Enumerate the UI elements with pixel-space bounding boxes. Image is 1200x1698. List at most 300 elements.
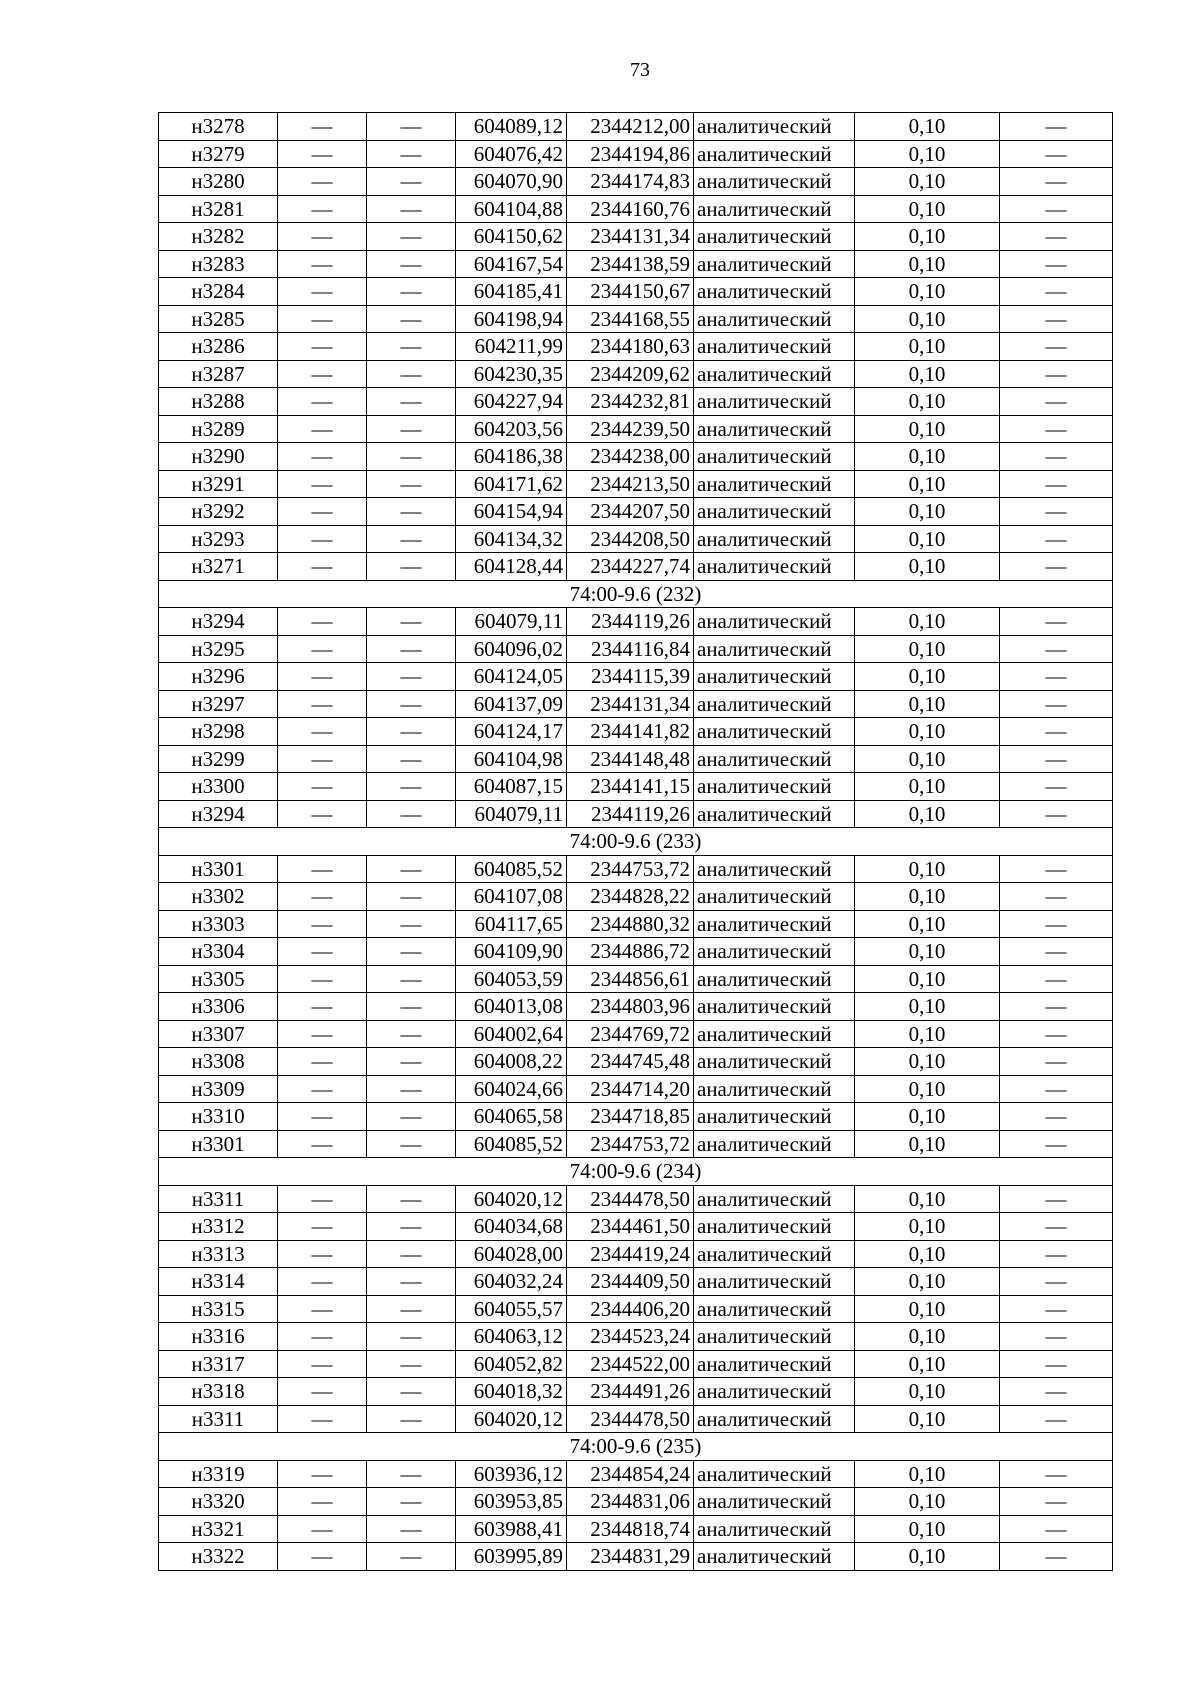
point-cell: н3317 xyxy=(159,1350,278,1378)
y-coordinate-cell: 2344831,29 xyxy=(567,1543,694,1571)
dash-cell: — xyxy=(367,1323,456,1351)
y-coordinate-cell: 2344478,50 xyxy=(567,1185,694,1213)
dash-cell: — xyxy=(367,1378,456,1406)
x-coordinate-cell: 604085,52 xyxy=(456,855,567,883)
method-cell: аналитический xyxy=(694,168,855,196)
point-cell: н3278 xyxy=(159,113,278,141)
point-cell: н3309 xyxy=(159,1075,278,1103)
method-cell: аналитический xyxy=(694,965,855,993)
page-number: 73 xyxy=(630,59,650,81)
section-title: 74:00-9.6 (234) xyxy=(159,1158,1113,1186)
dash-cell: — xyxy=(278,993,367,1021)
accuracy-cell: 0,10 xyxy=(855,1323,1000,1351)
point-cell: н3319 xyxy=(159,1460,278,1488)
accuracy-cell: 0,10 xyxy=(855,388,1000,416)
dash-cell: — xyxy=(278,1515,367,1543)
accuracy-cell: 0,10 xyxy=(855,278,1000,306)
table-row xyxy=(159,140,1113,168)
x-coordinate-cell: 604052,82 xyxy=(456,1350,567,1378)
x-coordinate-cell: 603936,12 xyxy=(456,1460,567,1488)
table-row xyxy=(159,278,1113,306)
dash-cell: — xyxy=(367,443,456,471)
table-row xyxy=(159,690,1113,718)
dash-cell: — xyxy=(278,1240,367,1268)
table-row xyxy=(159,635,1113,663)
dash-cell: — xyxy=(367,993,456,1021)
y-coordinate-cell: 2344238,00 xyxy=(567,443,694,471)
point-cell: н3294 xyxy=(159,800,278,828)
y-coordinate-cell: 2344131,34 xyxy=(567,690,694,718)
point-cell: н3300 xyxy=(159,773,278,801)
x-coordinate-cell: 604018,32 xyxy=(456,1378,567,1406)
method-cell: аналитический xyxy=(694,1543,855,1571)
x-coordinate-cell: 604107,08 xyxy=(456,883,567,911)
table-row xyxy=(159,855,1113,883)
dash-cell: — xyxy=(278,883,367,911)
method-cell: аналитический xyxy=(694,883,855,911)
table-row xyxy=(159,168,1113,196)
accuracy-cell: 0,10 xyxy=(855,1240,1000,1268)
method-cell: аналитический xyxy=(694,1020,855,1048)
dash-cell: — xyxy=(1000,553,1113,581)
dash-cell: — xyxy=(1000,278,1113,306)
dash-cell: — xyxy=(278,498,367,526)
point-cell: н3315 xyxy=(159,1295,278,1323)
dash-cell: — xyxy=(278,195,367,223)
accuracy-cell: 0,10 xyxy=(855,1268,1000,1296)
accuracy-cell: 0,10 xyxy=(855,1213,1000,1241)
dash-cell: — xyxy=(367,278,456,306)
dash-cell: — xyxy=(367,855,456,883)
dash-cell: — xyxy=(278,443,367,471)
dash-cell: — xyxy=(1000,1268,1113,1296)
point-cell: н3310 xyxy=(159,1103,278,1131)
accuracy-cell: 0,10 xyxy=(855,718,1000,746)
accuracy-cell: 0,10 xyxy=(855,1378,1000,1406)
accuracy-cell: 0,10 xyxy=(855,1075,1000,1103)
dash-cell: — xyxy=(367,1405,456,1433)
dash-cell: — xyxy=(1000,305,1113,333)
x-coordinate-cell: 604203,56 xyxy=(456,415,567,443)
y-coordinate-cell: 2344461,50 xyxy=(567,1213,694,1241)
x-coordinate-cell: 603988,41 xyxy=(456,1515,567,1543)
method-cell: аналитический xyxy=(694,690,855,718)
point-cell: н3320 xyxy=(159,1488,278,1516)
x-coordinate-cell: 604124,17 xyxy=(456,718,567,746)
table-row xyxy=(159,965,1113,993)
method-cell: аналитический xyxy=(694,1103,855,1131)
y-coordinate-cell: 2344138,59 xyxy=(567,250,694,278)
x-coordinate-cell: 604104,98 xyxy=(456,745,567,773)
method-cell: аналитический xyxy=(694,195,855,223)
dash-cell: — xyxy=(1000,690,1113,718)
accuracy-cell: 0,10 xyxy=(855,993,1000,1021)
table-row xyxy=(159,333,1113,361)
method-cell: аналитический xyxy=(694,993,855,1021)
dash-cell: — xyxy=(367,1130,456,1158)
y-coordinate-cell: 2344491,26 xyxy=(567,1378,694,1406)
dash-cell: — xyxy=(367,1048,456,1076)
x-coordinate-cell: 604109,90 xyxy=(456,938,567,966)
dash-cell: — xyxy=(1000,470,1113,498)
point-cell: н3286 xyxy=(159,333,278,361)
accuracy-cell: 0,10 xyxy=(855,1460,1000,1488)
point-cell: н3321 xyxy=(159,1515,278,1543)
point-cell: н3314 xyxy=(159,1268,278,1296)
dash-cell: — xyxy=(1000,1185,1113,1213)
dash-cell: — xyxy=(367,553,456,581)
point-cell: н3285 xyxy=(159,305,278,333)
table-row xyxy=(159,195,1113,223)
accuracy-cell: 0,10 xyxy=(855,525,1000,553)
method-cell: аналитический xyxy=(694,140,855,168)
y-coordinate-cell: 2344207,50 xyxy=(567,498,694,526)
x-coordinate-cell: 604185,41 xyxy=(456,278,567,306)
y-coordinate-cell: 2344886,72 xyxy=(567,938,694,966)
method-cell: аналитический xyxy=(694,525,855,553)
method-cell: аналитический xyxy=(694,1323,855,1351)
x-coordinate-cell: 604150,62 xyxy=(456,223,567,251)
point-cell: н3311 xyxy=(159,1405,278,1433)
table-row xyxy=(159,718,1113,746)
x-coordinate-cell: 604089,12 xyxy=(456,113,567,141)
dash-cell: — xyxy=(367,1460,456,1488)
point-cell: н3318 xyxy=(159,1378,278,1406)
y-coordinate-cell: 2344828,22 xyxy=(567,883,694,911)
x-coordinate-cell: 604028,00 xyxy=(456,1240,567,1268)
dash-cell: — xyxy=(278,1460,367,1488)
table-row xyxy=(159,1543,1113,1571)
dash-cell: — xyxy=(1000,800,1113,828)
accuracy-cell: 0,10 xyxy=(855,773,1000,801)
dash-cell: — xyxy=(1000,1103,1113,1131)
dash-cell: — xyxy=(367,140,456,168)
method-cell: аналитический xyxy=(694,1295,855,1323)
dash-cell: — xyxy=(278,278,367,306)
dash-cell: — xyxy=(367,938,456,966)
dash-cell: — xyxy=(1000,993,1113,1021)
dash-cell: — xyxy=(367,1075,456,1103)
accuracy-cell: 0,10 xyxy=(855,1350,1000,1378)
table-row xyxy=(159,745,1113,773)
point-cell: н3306 xyxy=(159,993,278,1021)
dash-cell: — xyxy=(1000,1460,1113,1488)
point-cell: н3295 xyxy=(159,635,278,663)
dash-cell: — xyxy=(1000,1130,1113,1158)
x-coordinate-cell: 604070,90 xyxy=(456,168,567,196)
y-coordinate-cell: 2344478,50 xyxy=(567,1405,694,1433)
y-coordinate-cell: 2344745,48 xyxy=(567,1048,694,1076)
dash-cell: — xyxy=(278,635,367,663)
dash-cell: — xyxy=(278,1378,367,1406)
table-row xyxy=(159,525,1113,553)
dash-cell: — xyxy=(278,113,367,141)
coordinates-table-body xyxy=(159,113,1113,1571)
accuracy-cell: 0,10 xyxy=(855,1048,1000,1076)
table-row xyxy=(159,800,1113,828)
dash-cell: — xyxy=(278,910,367,938)
x-coordinate-cell: 604055,57 xyxy=(456,1295,567,1323)
point-cell: н3284 xyxy=(159,278,278,306)
table-row xyxy=(159,250,1113,278)
x-coordinate-cell: 604053,59 xyxy=(456,965,567,993)
table-row xyxy=(159,1020,1113,1048)
dash-cell: — xyxy=(1000,140,1113,168)
x-coordinate-cell: 604002,64 xyxy=(456,1020,567,1048)
dash-cell: — xyxy=(367,1268,456,1296)
point-cell: н3292 xyxy=(159,498,278,526)
y-coordinate-cell: 2344148,48 xyxy=(567,745,694,773)
point-cell: н3281 xyxy=(159,195,278,223)
method-cell: аналитический xyxy=(694,1185,855,1213)
point-cell: н3302 xyxy=(159,883,278,911)
dash-cell: — xyxy=(278,1020,367,1048)
x-coordinate-cell: 604167,54 xyxy=(456,250,567,278)
table-row xyxy=(159,1295,1113,1323)
dash-cell: — xyxy=(367,745,456,773)
x-coordinate-cell: 604198,94 xyxy=(456,305,567,333)
point-cell: н3296 xyxy=(159,663,278,691)
method-cell: аналитический xyxy=(694,1268,855,1296)
table-row xyxy=(159,415,1113,443)
point-cell: н3312 xyxy=(159,1213,278,1241)
table-row xyxy=(159,1130,1113,1158)
accuracy-cell: 0,10 xyxy=(855,690,1000,718)
accuracy-cell: 0,10 xyxy=(855,1103,1000,1131)
accuracy-cell: 0,10 xyxy=(855,1543,1000,1571)
dash-cell: — xyxy=(1000,1295,1113,1323)
dash-cell: — xyxy=(367,1103,456,1131)
y-coordinate-cell: 2344714,20 xyxy=(567,1075,694,1103)
dash-cell: — xyxy=(1000,360,1113,388)
method-cell: аналитический xyxy=(694,1350,855,1378)
y-coordinate-cell: 2344180,63 xyxy=(567,333,694,361)
y-coordinate-cell: 2344880,32 xyxy=(567,910,694,938)
x-coordinate-cell: 604230,35 xyxy=(456,360,567,388)
table-row xyxy=(159,1240,1113,1268)
x-coordinate-cell: 604020,12 xyxy=(456,1405,567,1433)
accuracy-cell: 0,10 xyxy=(855,635,1000,663)
dash-cell: — xyxy=(1000,773,1113,801)
table-row xyxy=(159,223,1113,251)
table-row xyxy=(159,470,1113,498)
point-cell: н3293 xyxy=(159,525,278,553)
y-coordinate-cell: 2344409,50 xyxy=(567,1268,694,1296)
x-coordinate-cell: 604085,52 xyxy=(456,1130,567,1158)
x-coordinate-cell: 604063,12 xyxy=(456,1323,567,1351)
y-coordinate-cell: 2344119,26 xyxy=(567,800,694,828)
x-coordinate-cell: 604124,05 xyxy=(456,663,567,691)
accuracy-cell: 0,10 xyxy=(855,498,1000,526)
table-row xyxy=(159,388,1113,416)
dash-cell: — xyxy=(278,800,367,828)
y-coordinate-cell: 2344209,62 xyxy=(567,360,694,388)
accuracy-cell: 0,10 xyxy=(855,1515,1000,1543)
y-coordinate-cell: 2344160,76 xyxy=(567,195,694,223)
dash-cell: — xyxy=(367,113,456,141)
dash-cell: — xyxy=(278,1543,367,1571)
table-row xyxy=(159,1488,1113,1516)
method-cell: аналитический xyxy=(694,1405,855,1433)
dash-cell: — xyxy=(367,663,456,691)
table-row xyxy=(159,1185,1113,1213)
dash-cell: — xyxy=(278,470,367,498)
table-row xyxy=(159,1103,1113,1131)
dash-cell: — xyxy=(1000,195,1113,223)
dash-cell: — xyxy=(278,718,367,746)
dash-cell: — xyxy=(1000,1378,1113,1406)
y-coordinate-cell: 2344119,26 xyxy=(567,608,694,636)
dash-cell: — xyxy=(367,608,456,636)
y-coordinate-cell: 2344419,24 xyxy=(567,1240,694,1268)
x-coordinate-cell: 604128,44 xyxy=(456,553,567,581)
dash-cell: — xyxy=(367,1213,456,1241)
method-cell: аналитический xyxy=(694,1240,855,1268)
method-cell: аналитический xyxy=(694,635,855,663)
table-row xyxy=(159,305,1113,333)
dash-cell: — xyxy=(1000,883,1113,911)
x-coordinate-cell: 604171,62 xyxy=(456,470,567,498)
y-coordinate-cell: 2344115,39 xyxy=(567,663,694,691)
accuracy-cell: 0,10 xyxy=(855,910,1000,938)
table-row xyxy=(159,663,1113,691)
section-title: 74:00-9.6 (232) xyxy=(159,580,1113,608)
y-coordinate-cell: 2344753,72 xyxy=(567,855,694,883)
x-coordinate-cell: 603953,85 xyxy=(456,1488,567,1516)
x-coordinate-cell: 604024,66 xyxy=(456,1075,567,1103)
point-cell: н3294 xyxy=(159,608,278,636)
y-coordinate-cell: 2344753,72 xyxy=(567,1130,694,1158)
accuracy-cell: 0,10 xyxy=(855,305,1000,333)
accuracy-cell: 0,10 xyxy=(855,470,1000,498)
table-row xyxy=(159,773,1113,801)
point-cell: н3290 xyxy=(159,443,278,471)
dash-cell: — xyxy=(367,223,456,251)
x-coordinate-cell: 604032,24 xyxy=(456,1268,567,1296)
method-cell: аналитический xyxy=(694,1213,855,1241)
y-coordinate-cell: 2344232,81 xyxy=(567,388,694,416)
dash-cell: — xyxy=(278,773,367,801)
dash-cell: — xyxy=(367,195,456,223)
y-coordinate-cell: 2344174,83 xyxy=(567,168,694,196)
method-cell: аналитический xyxy=(694,773,855,801)
x-coordinate-cell: 604020,12 xyxy=(456,1185,567,1213)
y-coordinate-cell: 2344212,00 xyxy=(567,113,694,141)
accuracy-cell: 0,10 xyxy=(855,608,1000,636)
dash-cell: — xyxy=(278,1103,367,1131)
method-cell: аналитический xyxy=(694,718,855,746)
point-cell: н3289 xyxy=(159,415,278,443)
dash-cell: — xyxy=(367,1515,456,1543)
dash-cell: — xyxy=(367,470,456,498)
dash-cell: — xyxy=(278,663,367,691)
x-coordinate-cell: 604034,68 xyxy=(456,1213,567,1241)
table-row xyxy=(159,910,1113,938)
dash-cell: — xyxy=(367,910,456,938)
method-cell: аналитический xyxy=(694,1460,855,1488)
table-row xyxy=(159,360,1113,388)
accuracy-cell: 0,10 xyxy=(855,938,1000,966)
point-cell: н3299 xyxy=(159,745,278,773)
y-coordinate-cell: 2344213,50 xyxy=(567,470,694,498)
method-cell: аналитический xyxy=(694,608,855,636)
method-cell: аналитический xyxy=(694,223,855,251)
x-coordinate-cell: 604104,88 xyxy=(456,195,567,223)
table-row xyxy=(159,608,1113,636)
method-cell: аналитический xyxy=(694,278,855,306)
method-cell: аналитический xyxy=(694,938,855,966)
table-row xyxy=(159,1268,1113,1296)
dash-cell: — xyxy=(278,250,367,278)
x-coordinate-cell: 604117,65 xyxy=(456,910,567,938)
method-cell: аналитический xyxy=(694,113,855,141)
table-row xyxy=(159,993,1113,1021)
y-coordinate-cell: 2344523,24 xyxy=(567,1323,694,1351)
point-cell: н3316 xyxy=(159,1323,278,1351)
dash-cell: — xyxy=(1000,745,1113,773)
dash-cell: — xyxy=(1000,663,1113,691)
accuracy-cell: 0,10 xyxy=(855,883,1000,911)
dash-cell: — xyxy=(1000,333,1113,361)
y-coordinate-cell: 2344406,20 xyxy=(567,1295,694,1323)
y-coordinate-cell: 2344769,72 xyxy=(567,1020,694,1048)
method-cell: аналитический xyxy=(694,1515,855,1543)
dash-cell: — xyxy=(367,965,456,993)
dash-cell: — xyxy=(1000,635,1113,663)
x-coordinate-cell: 604134,32 xyxy=(456,525,567,553)
accuracy-cell: 0,10 xyxy=(855,1488,1000,1516)
y-coordinate-cell: 2344141,15 xyxy=(567,773,694,801)
y-coordinate-cell: 2344131,34 xyxy=(567,223,694,251)
accuracy-cell: 0,10 xyxy=(855,965,1000,993)
point-cell: н3308 xyxy=(159,1048,278,1076)
x-coordinate-cell: 604211,99 xyxy=(456,333,567,361)
x-coordinate-cell: 604227,94 xyxy=(456,388,567,416)
dash-cell: — xyxy=(367,1020,456,1048)
method-cell: аналитический xyxy=(694,1048,855,1076)
dash-cell: — xyxy=(1000,1075,1113,1103)
table-row xyxy=(159,1515,1113,1543)
table-row xyxy=(159,1075,1113,1103)
dash-cell: — xyxy=(1000,1515,1113,1543)
dash-cell: — xyxy=(278,1268,367,1296)
x-coordinate-cell: 604076,42 xyxy=(456,140,567,168)
point-cell: н3322 xyxy=(159,1543,278,1571)
method-cell: аналитический xyxy=(694,855,855,883)
section-header-row xyxy=(159,1158,1113,1186)
accuracy-cell: 0,10 xyxy=(855,553,1000,581)
dash-cell: — xyxy=(278,1185,367,1213)
table-row xyxy=(159,553,1113,581)
table-row xyxy=(159,1460,1113,1488)
method-cell: аналитический xyxy=(694,250,855,278)
dash-cell: — xyxy=(278,553,367,581)
point-cell: н3298 xyxy=(159,718,278,746)
method-cell: аналитический xyxy=(694,1075,855,1103)
dash-cell: — xyxy=(367,1543,456,1571)
point-cell: н3304 xyxy=(159,938,278,966)
dash-cell: — xyxy=(1000,938,1113,966)
point-cell: н3279 xyxy=(159,140,278,168)
dash-cell: — xyxy=(1000,1020,1113,1048)
x-coordinate-cell: 604096,02 xyxy=(456,635,567,663)
accuracy-cell: 0,10 xyxy=(855,800,1000,828)
coordinates-table xyxy=(158,112,1113,1571)
accuracy-cell: 0,10 xyxy=(855,1405,1000,1433)
dash-cell: — xyxy=(1000,168,1113,196)
y-coordinate-cell: 2344818,74 xyxy=(567,1515,694,1543)
dash-cell: — xyxy=(1000,1405,1113,1433)
